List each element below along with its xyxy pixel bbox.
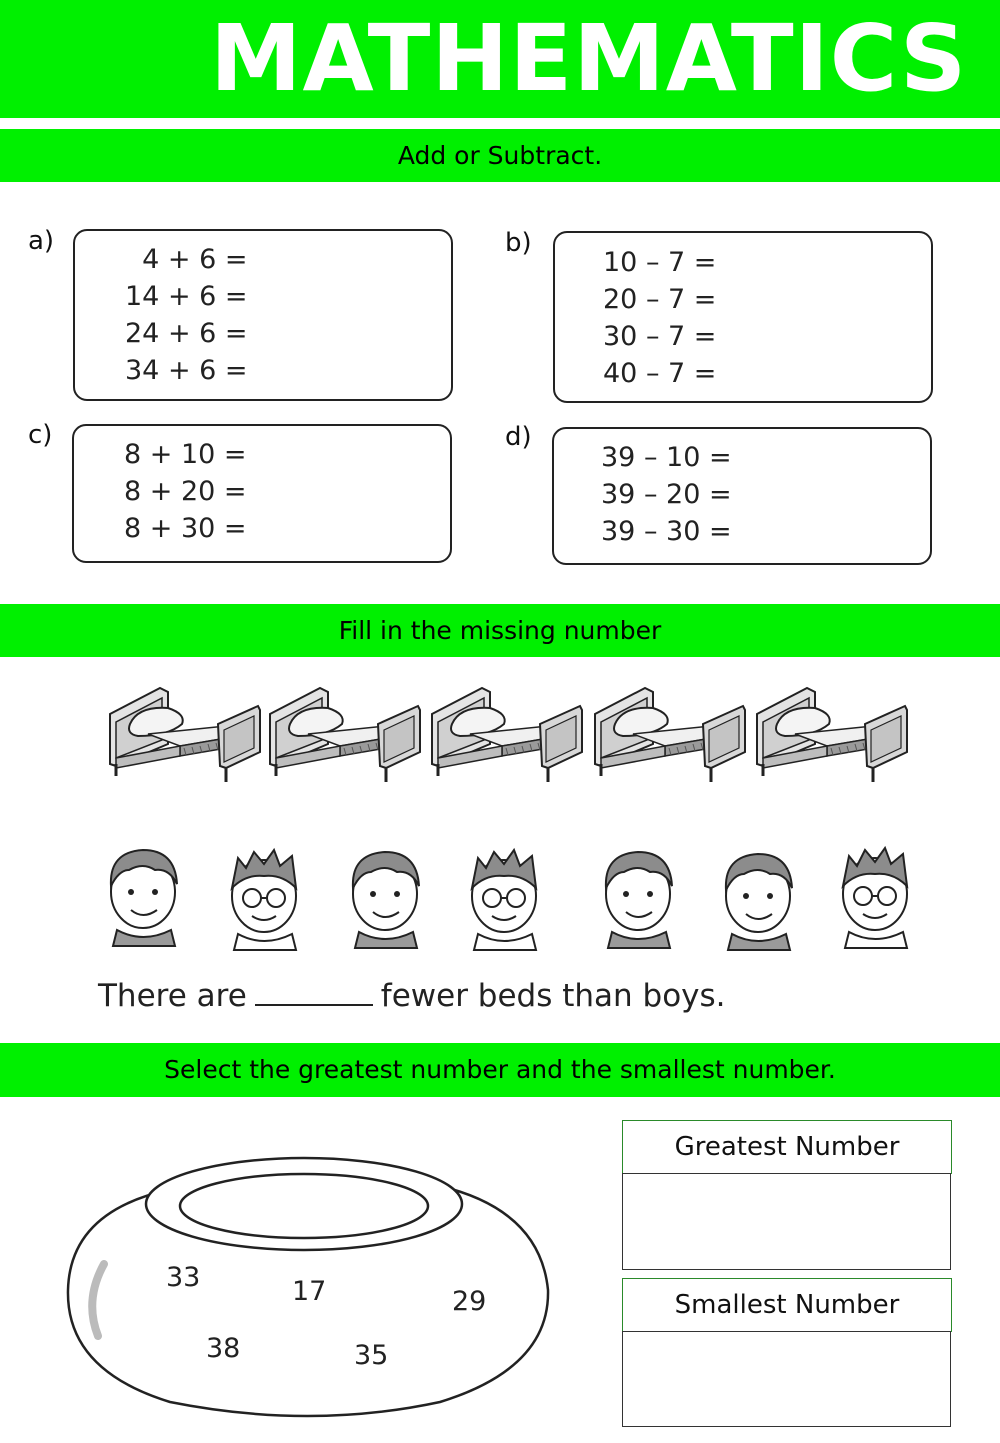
bowl-number-33[interactable]: 33 xyxy=(166,1262,201,1293)
boy-5 xyxy=(606,852,672,948)
bowl-number-17[interactable]: 17 xyxy=(292,1276,327,1307)
equation-c1: 8 + 10 = xyxy=(124,439,247,470)
equation-box-c xyxy=(72,424,452,563)
group-label-d: d) xyxy=(505,422,532,452)
group-label-c: c) xyxy=(28,420,53,450)
bowl-number-29[interactable]: 29 xyxy=(452,1286,487,1317)
group-label-b: b) xyxy=(505,228,532,258)
equation-a3: 24 + 6 = xyxy=(125,318,248,349)
answer-blank[interactable] xyxy=(255,978,373,1006)
boy-6 xyxy=(726,854,792,950)
greatest-number-dropzone[interactable] xyxy=(622,1173,951,1270)
boys-row xyxy=(0,838,1000,953)
smallest-number-dropzone[interactable] xyxy=(622,1331,951,1427)
bed-2 xyxy=(270,688,420,782)
equation-b4: 40 – 7 = xyxy=(603,358,717,389)
equation-a4: 34 + 6 = xyxy=(125,355,248,386)
equation-a1: 4 + 6 = xyxy=(125,244,248,275)
boy-1 xyxy=(111,850,177,946)
group-label-a: a) xyxy=(28,226,55,256)
bed-5 xyxy=(757,688,907,782)
boy-2 xyxy=(232,850,296,950)
sentence-before: There are xyxy=(98,978,247,1014)
sentence-after: fewer beds than boys. xyxy=(380,978,726,1014)
equation-a2: 14 + 6 = xyxy=(125,281,248,312)
equation-b1: 10 – 7 = xyxy=(603,247,717,278)
equation-d1: 39 – 10 = xyxy=(601,442,732,473)
equation-box-d xyxy=(552,427,932,565)
greatest-number-label: Greatest Number xyxy=(622,1120,952,1174)
equation-b2: 20 – 7 = xyxy=(603,284,717,315)
smallest-number-label: Smallest Number xyxy=(622,1278,952,1332)
equation-c3: 8 + 30 = xyxy=(124,513,247,544)
equation-b3: 30 – 7 = xyxy=(603,321,717,352)
equation-d3: 39 – 30 = xyxy=(601,516,732,547)
boy-3 xyxy=(353,852,419,948)
bowl-number-35[interactable]: 35 xyxy=(354,1340,389,1371)
equation-d2: 39 – 20 = xyxy=(601,479,732,510)
boy-4 xyxy=(472,850,536,950)
beds-row xyxy=(0,670,1000,790)
bed-3 xyxy=(432,688,582,782)
fewer-beds-sentence xyxy=(98,978,726,1014)
section-heading-missing-number: Fill in the missing number xyxy=(0,604,1000,657)
bowl-number-38[interactable]: 38 xyxy=(206,1333,241,1364)
section-heading-add-subtract: Add or Subtract. xyxy=(0,129,1000,182)
page-title: MATHEMATICS xyxy=(210,5,968,112)
bed-4 xyxy=(595,688,745,782)
boy-7 xyxy=(843,848,907,948)
bed-1 xyxy=(110,688,260,782)
equation-box-b xyxy=(553,231,933,403)
section-heading-greatest-smallest: Select the greatest number and the smallest number. xyxy=(0,1043,1000,1097)
equation-c2: 8 + 20 = xyxy=(124,476,247,507)
equation-box-a xyxy=(73,229,453,401)
